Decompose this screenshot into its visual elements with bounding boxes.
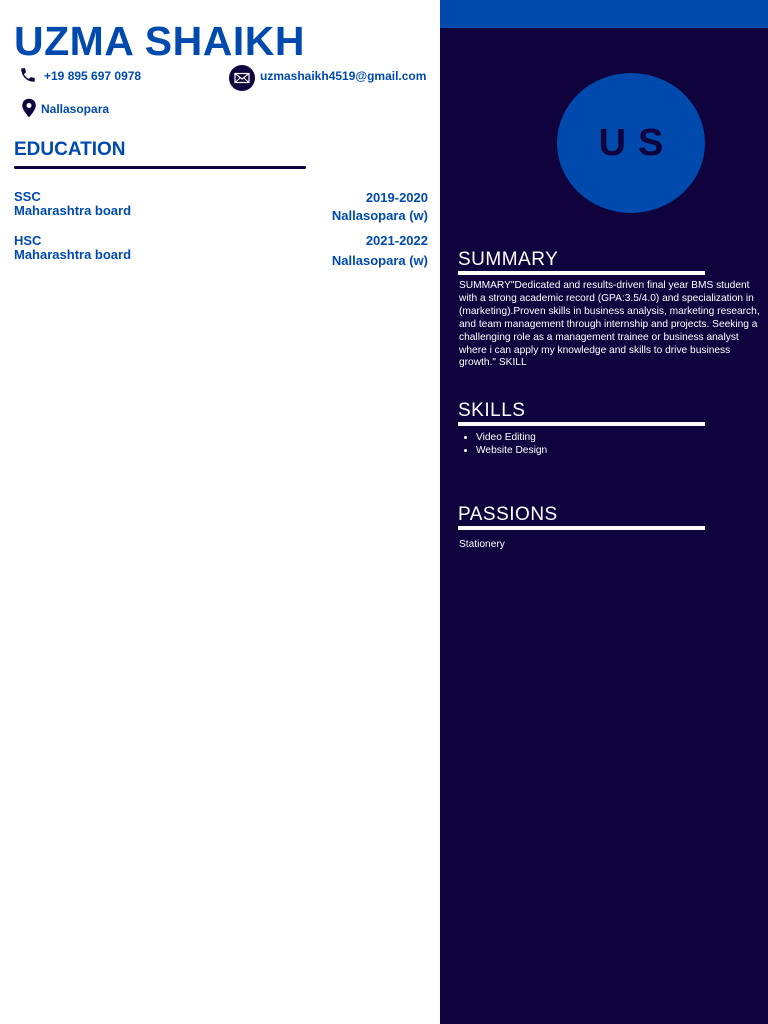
accent-bar bbox=[440, 0, 768, 28]
phone-number[interactable]: +19 895 697 0978 bbox=[44, 69, 142, 83]
list-item: • Website Design bbox=[476, 445, 547, 458]
email-icon bbox=[229, 65, 255, 91]
passions-text: Stationery bbox=[459, 539, 505, 550]
education-years: 2019-2020 bbox=[365, 190, 428, 205]
education-board: Maharashtra board bbox=[14, 247, 132, 262]
skills-heading: SKILLS bbox=[458, 400, 526, 421]
education-board: Maharashtra board bbox=[14, 203, 132, 218]
email-address[interactable]: uzmashaikh4519@gmail.com bbox=[260, 69, 427, 83]
location: Nallasopara bbox=[41, 102, 110, 116]
location-pin-icon bbox=[20, 98, 38, 118]
resume-name: UZMA SHAIKH bbox=[14, 18, 305, 64]
summary-text: SUMMARY"Dedicated and results-driven final year BMS student with a strong academic record (GPA:3.5/4.0) and specialization in (marketing).Proven skills in business analysis, marketing research, and team management through internship and projects. Seeking a challenging role as a management trainee or business analyst where i can apply my knowledge and skills to drive business growth." SKILL bbox=[459, 280, 760, 369]
summary-divider bbox=[458, 271, 705, 275]
education-place: Nallasopara (w) bbox=[331, 208, 428, 223]
skills-list bbox=[459, 432, 547, 457]
list-item: • Video Editing bbox=[476, 432, 547, 445]
phone-icon bbox=[19, 66, 37, 84]
avatar bbox=[557, 73, 705, 213]
education-level: SSC bbox=[14, 189, 41, 204]
education-years: 2021-2022 bbox=[365, 233, 428, 248]
summary-heading: SUMMARY bbox=[458, 249, 559, 270]
education-place: Nallasopara (w) bbox=[331, 253, 428, 268]
passions-heading: PASSIONS bbox=[458, 504, 558, 525]
education-divider bbox=[14, 166, 306, 169]
avatar-initials: US bbox=[598, 121, 676, 164]
education-heading: EDUCATION bbox=[14, 139, 126, 160]
education-level: HSC bbox=[14, 233, 42, 248]
passions-divider bbox=[458, 526, 705, 530]
skills-divider bbox=[458, 422, 705, 426]
